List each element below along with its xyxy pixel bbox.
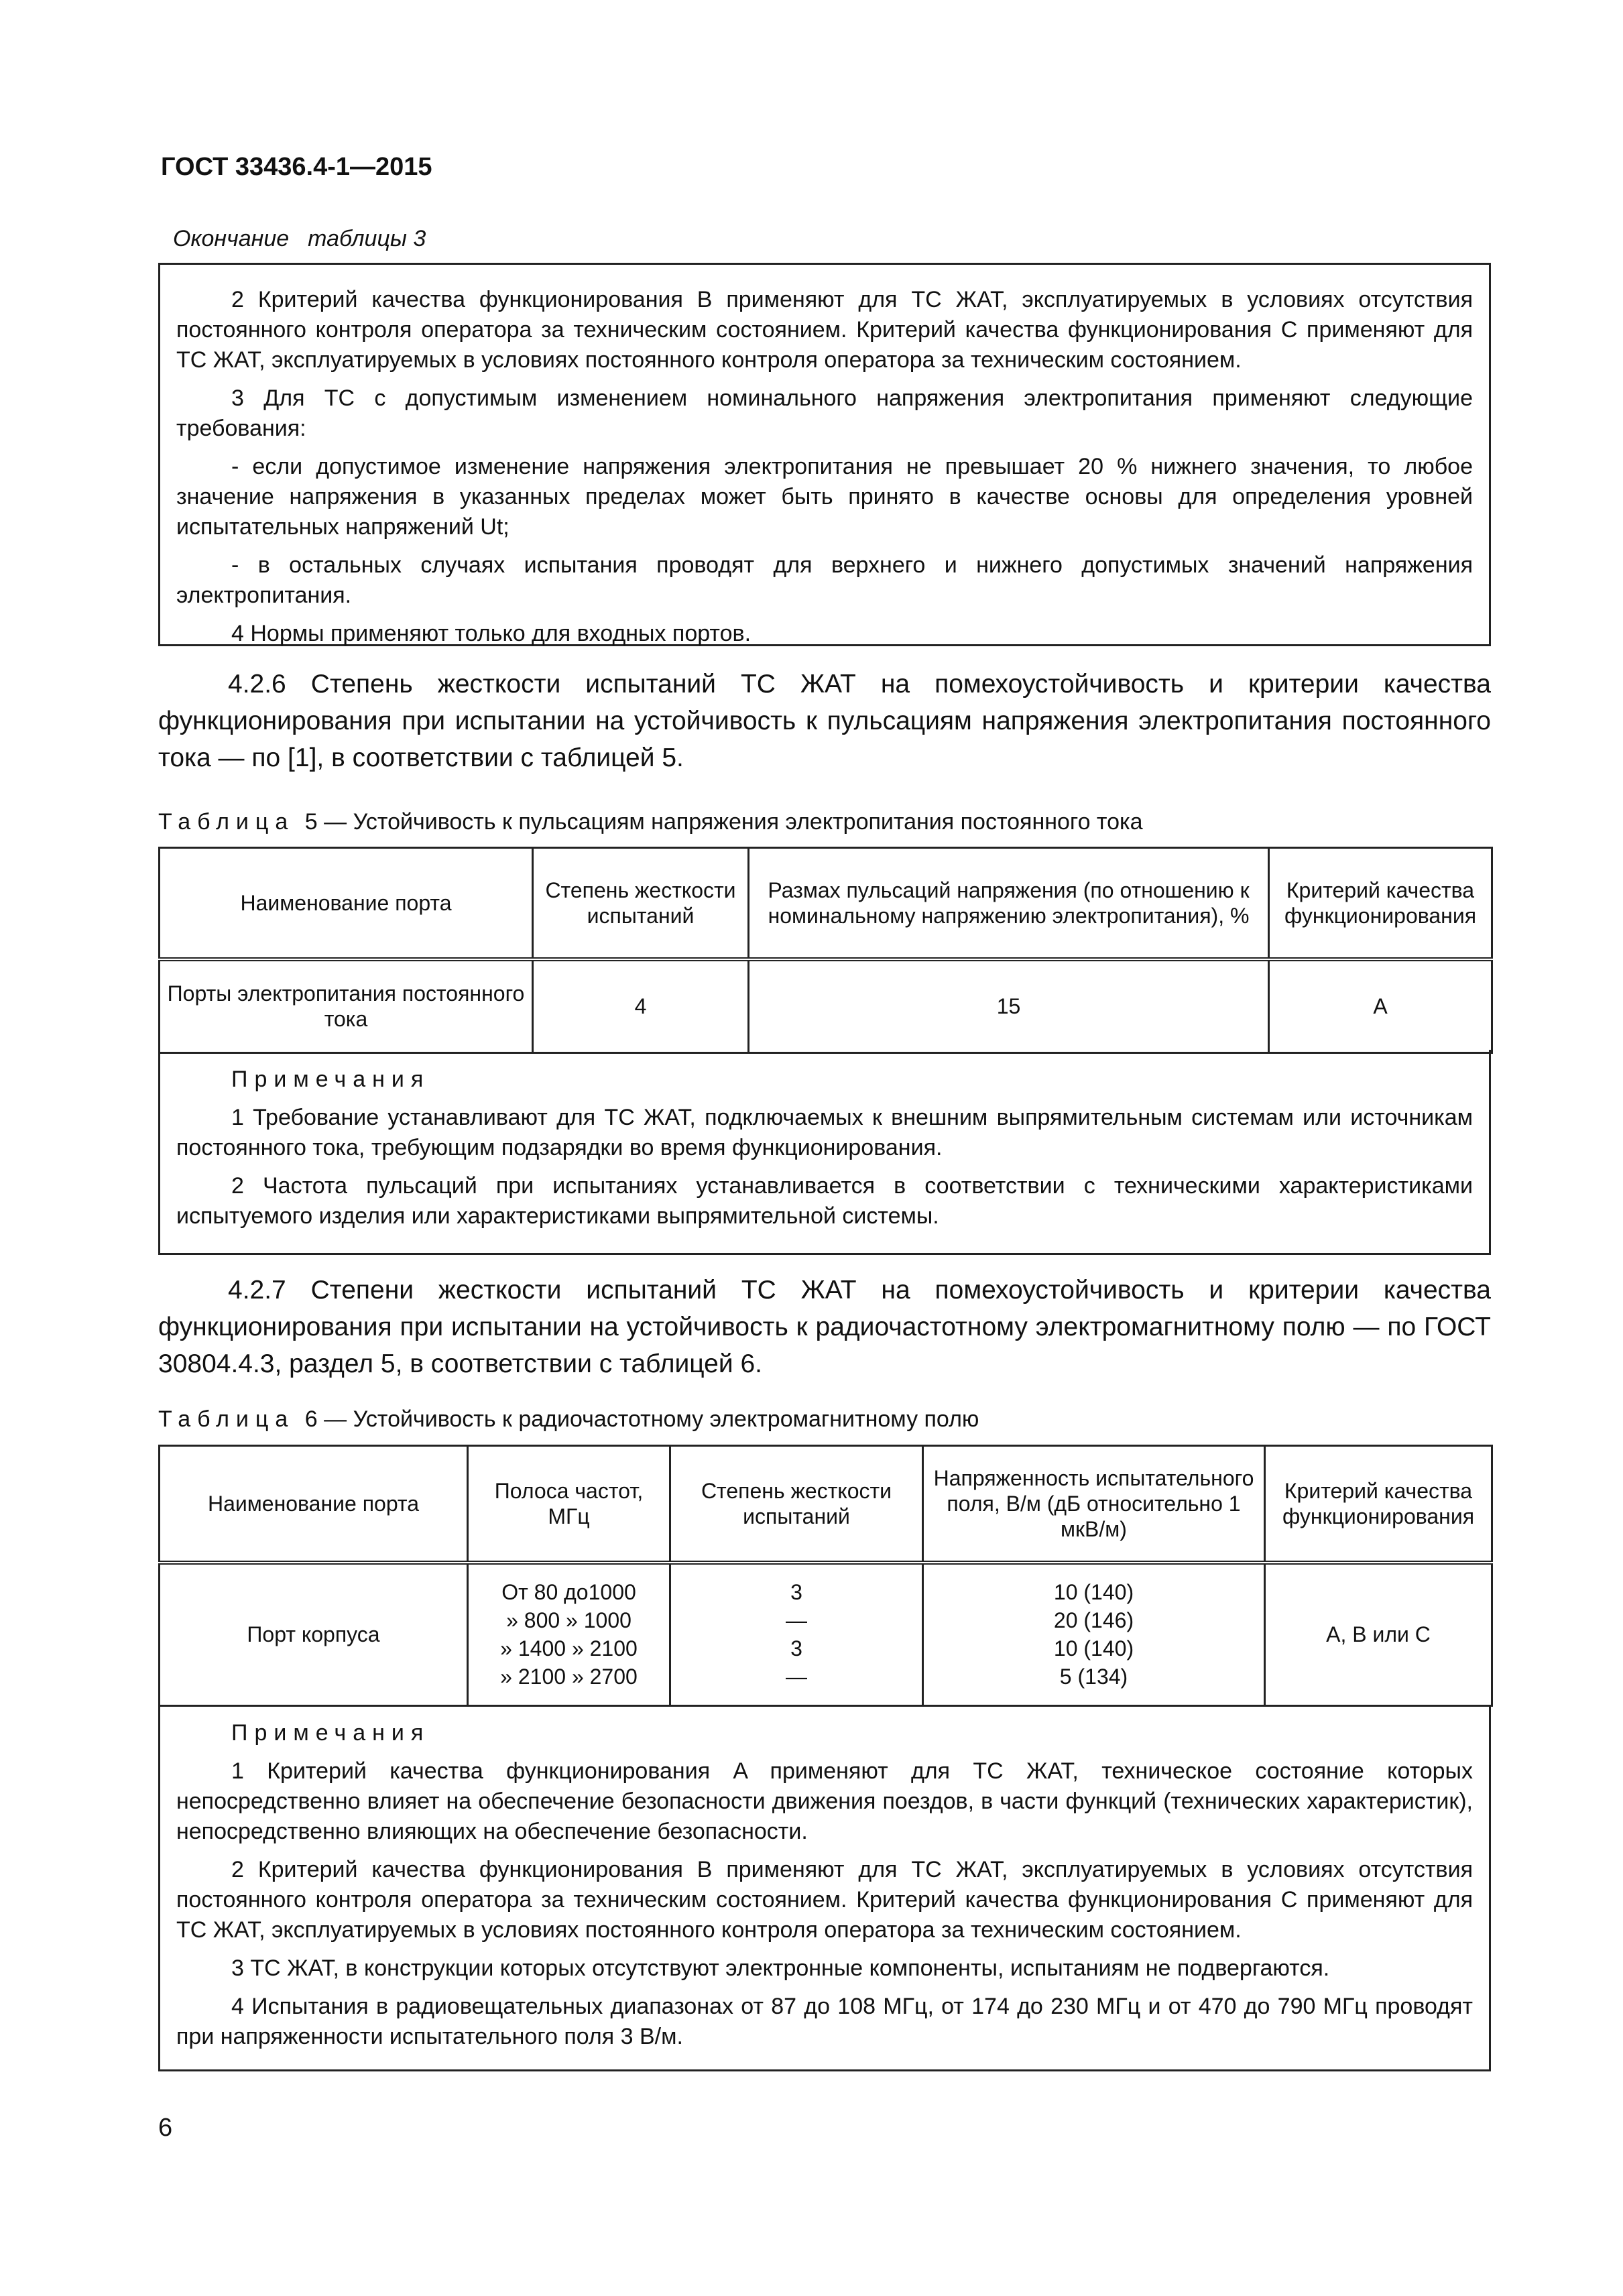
table5-header-cell: Критерий качества функционирования <box>1269 848 1492 959</box>
table5-note: 1 Требование устанавливают для ТС ЖАТ, подключаемых к внешним выпрямительным системам или источникам постоянного тока, требующим подзарядки во время функционирования. <box>176 1105 1473 1160</box>
table6-note: 4 Испытания в радиовещательных диапазонах от 87 до 108 МГц, от 174 до 230 МГц и от 470 до 790 МГц проводят при напряженности испытательного поля 3 В/м. <box>176 1994 1473 2049</box>
table3-note: 4 Нормы применяют только для входных портов. <box>231 621 752 646</box>
table6-header-cell: Напряженность испытательного поля, В/м (дБ относительно 1 мкВ/м) <box>923 1446 1265 1563</box>
table5-header-row <box>160 848 1492 959</box>
table-row <box>160 959 1492 1053</box>
continuation-word: Окончание <box>173 226 290 251</box>
table6-field-cell <box>923 1563 1265 1706</box>
table5-port-cell: Порты электропитания постоянного тока <box>160 959 533 1053</box>
table5-note: 2 Частота пульсаций при испытаниях устанавливается в соответствии с техническими характеристиками испытуемого изделия или характеристиками выпрямительной системы. <box>176 1173 1473 1229</box>
table6-label: Таблица <box>158 1406 295 1432</box>
table5-caption <box>158 809 1143 835</box>
table5 <box>158 847 1493 1054</box>
table5-notes-box <box>158 1050 1491 1255</box>
table6-note: 1 Критерий качества функционирования A применяют для ТС ЖАТ, техническое состояние которых непосредственно влияет на обеспечение безопасности движения поездов, в части функций (технических характеристик), непосредственно влияющих на обеспечение безопасности. <box>176 1758 1473 1844</box>
table-row <box>160 1563 1492 1706</box>
table6-level-cell <box>670 1563 923 1706</box>
level-value: 3 <box>790 1636 802 1661</box>
table6-note: 3 ТС ЖАТ, в конструкции которых отсутствуют электронные компоненты, испытаниям не подвергаются. <box>231 1955 1330 1981</box>
field-value: 10 (140) <box>1053 1580 1134 1605</box>
table6-header-cell: Наименование порта <box>160 1446 468 1563</box>
band-value: » 800 » 1000 <box>506 1608 632 1633</box>
band-value: » 2100 » 2700 <box>500 1665 638 1689</box>
table6-note: 2 Критерий качества функционирования B применяют для ТС ЖАТ, эксплуатируемых в условиях отсутствия постоянного контроля оператора за техническим состоянием. Критерий качества функционирования C применяют для ТС ЖАТ, эксплуатируемых в условиях постоянного контроля оператора за техническим состоянием. <box>176 1857 1473 1943</box>
table3-notes-box <box>158 263 1491 646</box>
field-value: 10 (140) <box>1053 1636 1134 1661</box>
table6-number: 6 <box>304 1406 318 1432</box>
band-value: От 80 до1000 <box>501 1580 636 1605</box>
document-header: ГОСТ 33436.4-1—2015 <box>161 153 432 181</box>
table5-header-cell: Степень жесткости испытаний <box>533 848 749 959</box>
table5-criterion-cell: A <box>1269 959 1492 1053</box>
table3-note: - если допустимое изменение напряжения электропитания не превышает 20 % нижнего значения, то любое значение напряжения в указанных пределах может быть принято в качестве основы для определения уровней испытательных напряжений Ut; <box>176 454 1473 540</box>
table6-header-row <box>160 1446 1492 1563</box>
table6 <box>158 1445 1493 1707</box>
table6-title: — Устойчивость к радиочастотному электромагнитному полю <box>324 1406 979 1432</box>
level-value: — <box>786 1608 807 1633</box>
page-number: 6 <box>158 2114 173 2142</box>
table5-level-cell: 4 <box>533 959 749 1053</box>
table6-notes-title: Примечания <box>231 1720 430 1746</box>
table6-band-cell <box>468 1563 670 1706</box>
table6-header-cell: Полоса частот, МГц <box>468 1446 670 1563</box>
paragraph-4-2-6: 4.2.6 Степень жесткости испытаний ТС ЖАТ на помехоустойчивость и критерии качества функционирования при испытании на устойчивость к пульсациям напряжения электропитания постоянного тока — по [1], в соответствии с таблицей 5. <box>158 670 1491 772</box>
band-value: » 1400 » 2100 <box>500 1636 638 1661</box>
table5-label: Таблица <box>158 809 295 835</box>
paragraph-4-2-7: 4.2.7 Степени жесткости испытаний ТС ЖАТ на помехоустойчивость и критерии качества функционирования при испытании на устойчивость к радиочастотному электромагнитному полю — по ГОСТ 30804.4.3, раздел 5, в соответствии с таблицей 6. <box>158 1276 1491 1378</box>
table6-criterion-cell: A, B или C <box>1265 1563 1492 1706</box>
table3-note: 3 Для ТС с допустимым изменением номинального напряжения электропитания применяют следующие требования: <box>176 385 1473 441</box>
table3-note: - в остальных случаях испытания проводят для верхнего и нижнего допустимых значений напряжения электропитания. <box>176 552 1473 608</box>
table6-header-cell: Степень жесткости испытаний <box>670 1446 923 1563</box>
field-value: 20 (146) <box>1053 1608 1134 1633</box>
table6-notes-box <box>158 1705 1491 2071</box>
continuation-caption <box>173 226 426 252</box>
field-value: 5 (134) <box>1059 1665 1128 1689</box>
level-value: — <box>786 1665 807 1689</box>
table5-header-cell: Размах пульсаций напряжения (по отношению к номинальному напряжению электропитания), % <box>749 848 1269 959</box>
table6-port-cell: Порт корпуса <box>160 1563 468 1706</box>
table5-title: — Устойчивость к пульсациям напряжения электропитания постоянного тока <box>324 809 1143 835</box>
continuation-table-ref: таблицы 3 <box>308 226 426 251</box>
table5-notes-title: Примечания <box>231 1067 430 1092</box>
level-value: 3 <box>790 1580 802 1605</box>
table6-caption <box>158 1406 979 1433</box>
table5-ripple-cell: 15 <box>749 959 1269 1053</box>
table5-number: 5 <box>304 809 318 835</box>
table6-header-cell: Критерий качества функционирования <box>1265 1446 1492 1563</box>
table5-header-cell: Наименование порта <box>160 848 533 959</box>
table3-note: 2 Критерий качества функционирования B применяют для ТС ЖАТ, эксплуатируемых в условиях отсутствия постоянного контроля оператора за техническим состоянием. Критерий качества функционирования C применяют для ТС ЖАТ, эксплуатируемых в условиях постоянного контроля оператора за техническим состоянием. <box>176 287 1473 373</box>
